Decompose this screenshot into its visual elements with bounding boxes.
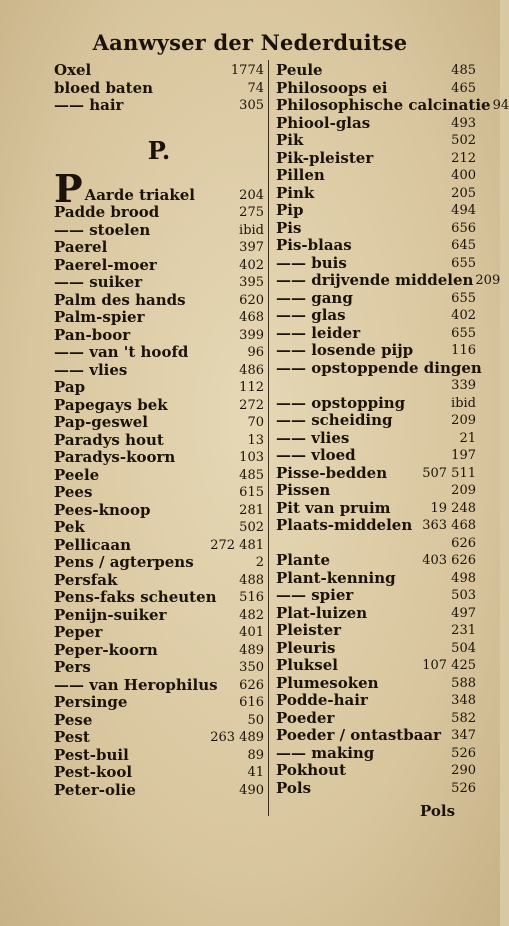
index-entry bbox=[276, 692, 476, 710]
entry-term: Philosophische calcinatie bbox=[276, 96, 491, 114]
entry-term: Plant-kenning bbox=[276, 568, 396, 587]
entry-term: Palm des hands bbox=[54, 290, 186, 309]
index-entry bbox=[276, 745, 476, 763]
index-entry bbox=[276, 290, 476, 308]
entry-page-number: 655 bbox=[451, 255, 476, 271]
entry-page-number: 272 481 bbox=[210, 537, 264, 553]
entry-page-number: 626 bbox=[451, 535, 476, 551]
entry-page-number: 502 bbox=[451, 133, 476, 148]
index-entry bbox=[54, 502, 264, 520]
index-entry bbox=[276, 780, 476, 798]
index-entry bbox=[54, 589, 264, 607]
entry-term: Pees-knoop bbox=[54, 500, 151, 519]
entry-page-number: 94 bbox=[492, 98, 509, 113]
entry-page-number: 13 bbox=[247, 432, 264, 448]
index-entry bbox=[276, 377, 476, 395]
entry-page-number: 399 bbox=[239, 327, 264, 343]
entry-page-number: 350 bbox=[239, 660, 264, 675]
entry-page-number: 486 bbox=[239, 362, 264, 378]
index-entry bbox=[276, 96, 509, 115]
index-entry bbox=[276, 150, 476, 168]
entry-page-number: 347 bbox=[451, 728, 476, 743]
index-entry bbox=[54, 362, 264, 380]
entry-term: Aarde triakel bbox=[84, 185, 195, 204]
entry-page-number: 401 bbox=[239, 625, 264, 640]
index-entry bbox=[54, 519, 264, 537]
index-entry bbox=[276, 517, 476, 535]
index-entry bbox=[276, 500, 476, 518]
entry-page-number: 582 bbox=[451, 710, 476, 726]
entry-page-number: 620 bbox=[239, 292, 264, 308]
entry-page-number: 231 bbox=[451, 623, 476, 638]
index-entry bbox=[54, 694, 264, 712]
index-entry bbox=[54, 166, 264, 211]
entry-term: Pap-geswel bbox=[54, 413, 148, 431]
index-entry bbox=[276, 430, 476, 448]
entry-page-number: 645 bbox=[451, 238, 476, 253]
index-entry bbox=[54, 239, 264, 257]
index-entry bbox=[276, 325, 476, 343]
entry-term: Penijn-suiker bbox=[54, 605, 167, 624]
entry-term: Paradys hout bbox=[54, 430, 164, 449]
entry-page-number: 507 511 bbox=[422, 465, 476, 481]
index-entry bbox=[276, 185, 476, 203]
index-entry bbox=[276, 167, 476, 185]
index-entry bbox=[54, 97, 264, 115]
entry-term: Peper-koorn bbox=[54, 640, 158, 659]
entry-term: Pleuris bbox=[276, 638, 336, 657]
entry-term: —— losende pijp bbox=[276, 341, 414, 359]
index-entry bbox=[276, 727, 476, 745]
entry-term: —— suiker bbox=[54, 273, 143, 291]
section-letter: P. bbox=[147, 135, 171, 165]
entry-term: Pens / agterpens bbox=[54, 553, 194, 571]
entry-term: Plumesoken bbox=[276, 673, 379, 692]
index-entry bbox=[54, 379, 264, 397]
entry-term: —— spier bbox=[276, 586, 354, 604]
entry-term: Paerel-moer bbox=[54, 255, 157, 274]
index-entry bbox=[54, 80, 264, 98]
entry-term: —— making bbox=[276, 743, 375, 762]
entry-page-number: 497 bbox=[451, 605, 476, 621]
entry-page-number: 209 bbox=[475, 273, 501, 288]
entry-page-number: 395 bbox=[239, 275, 264, 290]
entry-term: Peule bbox=[276, 61, 323, 79]
entry-page-number: 209 bbox=[451, 413, 476, 428]
index-entry bbox=[54, 467, 264, 485]
entry-term: —— opstoppende dingen bbox=[276, 358, 482, 377]
entry-term: Oxel bbox=[54, 61, 92, 79]
entry-term: —— drijvende middelen bbox=[276, 271, 474, 289]
entry-page-number: 526 bbox=[451, 745, 476, 761]
index-entry bbox=[54, 537, 264, 555]
index-entry bbox=[54, 344, 264, 362]
entry-page-number: 588 bbox=[451, 675, 476, 691]
entry-page-number: 263 489 bbox=[210, 730, 264, 745]
index-entry bbox=[54, 449, 264, 467]
entry-term: Pleister bbox=[276, 621, 342, 639]
index-entry bbox=[54, 62, 264, 80]
index-entry bbox=[276, 587, 476, 605]
entry-page-number: 89 bbox=[247, 747, 264, 763]
index-entry bbox=[276, 255, 476, 273]
left-column bbox=[54, 62, 264, 799]
index-entry bbox=[54, 397, 264, 415]
entry-term: Pees bbox=[54, 483, 93, 501]
entry-page-number: 502 bbox=[239, 520, 264, 535]
entry-page-number: 197 bbox=[451, 448, 476, 463]
entry-term: Pan-boor bbox=[54, 325, 131, 344]
entry-term: Pols bbox=[276, 778, 312, 797]
entry-term: Pis-blaas bbox=[276, 236, 352, 254]
index-entry bbox=[276, 570, 476, 588]
index-entry bbox=[276, 342, 476, 360]
entry-page-number: 50 bbox=[247, 712, 264, 728]
index-entry bbox=[276, 412, 476, 430]
index-entry bbox=[54, 292, 264, 310]
index-entry bbox=[276, 605, 476, 623]
entry-page-number: 205 bbox=[451, 185, 476, 201]
entry-term: —— hair bbox=[54, 96, 124, 114]
entry-page-number: 212 bbox=[451, 150, 476, 166]
index-entry bbox=[276, 271, 501, 290]
entry-term: Pip bbox=[276, 201, 304, 219]
index-entry bbox=[276, 710, 476, 728]
entry-term: Persfak bbox=[54, 570, 118, 589]
entry-page-number: 516 bbox=[239, 590, 264, 605]
index-entry bbox=[54, 642, 264, 660]
entry-term: Pellicaan bbox=[54, 535, 131, 554]
entry-term: Paerel bbox=[54, 238, 108, 256]
entry-term: Padde brood bbox=[54, 203, 160, 221]
entry-term: —— opstopping bbox=[276, 393, 406, 412]
index-entry bbox=[276, 62, 476, 80]
entry-page-number: 305 bbox=[239, 98, 264, 113]
index-entry bbox=[276, 657, 476, 675]
entry-page-number: 116 bbox=[451, 343, 476, 358]
index-entry bbox=[54, 764, 264, 782]
entry-term: Pis bbox=[276, 218, 302, 237]
entry-term: Pap bbox=[54, 378, 86, 396]
page-title: Aanwyser der Nederduitse bbox=[92, 30, 408, 55]
entry-page-number: ibid bbox=[451, 395, 476, 411]
index-entry bbox=[276, 395, 476, 413]
entry-term: —— vlies bbox=[276, 428, 350, 447]
index-entry bbox=[54, 729, 264, 747]
entry-term: Paradys-koorn bbox=[54, 448, 176, 466]
entry-term: Peper bbox=[54, 623, 103, 641]
index-entry bbox=[276, 535, 476, 553]
entry-page-number: 348 bbox=[451, 693, 476, 708]
entry-term: —— stoelen bbox=[54, 220, 151, 239]
index-entry bbox=[54, 572, 264, 590]
entry-page-number: 275 bbox=[239, 205, 264, 220]
entry-term: Pest bbox=[54, 728, 90, 746]
entry-page-number: 503 bbox=[451, 588, 476, 603]
entry-page-number: 626 bbox=[239, 677, 264, 693]
entry-term: Poeder bbox=[276, 708, 335, 727]
entry-page-number: 489 bbox=[239, 642, 264, 658]
index-entry bbox=[276, 358, 482, 378]
entry-term: Pink bbox=[276, 183, 315, 202]
entry-page-number: 493 bbox=[451, 115, 476, 131]
index-entry bbox=[276, 237, 476, 255]
entry-term: Palm-spier bbox=[54, 308, 145, 326]
index-entry bbox=[276, 622, 476, 640]
entry-term: Peter-olie bbox=[54, 780, 136, 799]
index-entry bbox=[276, 202, 476, 220]
entry-page-number: 103 bbox=[239, 450, 264, 465]
index-entry bbox=[54, 484, 264, 502]
entry-page-number: 209 bbox=[451, 483, 476, 498]
entry-page-number: 616 bbox=[239, 695, 264, 710]
index-entry bbox=[54, 712, 264, 730]
entry-term: Pit van pruim bbox=[276, 498, 391, 517]
column-divider bbox=[268, 60, 269, 816]
entry-term: Plat-luizen bbox=[276, 603, 368, 622]
entry-page-number: 21 bbox=[459, 430, 476, 446]
index-entry bbox=[54, 677, 264, 695]
entry-term: Pillen bbox=[276, 166, 325, 184]
index-entry bbox=[54, 274, 264, 292]
entry-term: —— van Herophilus bbox=[54, 675, 218, 694]
entry-term: Pik bbox=[276, 131, 304, 149]
entry-page-number: 403 626 bbox=[422, 553, 476, 568]
entry-page-number: 19 248 bbox=[430, 500, 476, 516]
entry-term: —— van 't hoofd bbox=[54, 343, 189, 361]
index-entry bbox=[276, 307, 476, 325]
index-entry bbox=[276, 482, 476, 500]
entry-page-number: 494 bbox=[451, 203, 476, 218]
entry-term: —— glas bbox=[276, 306, 346, 324]
entry-term: bloed baten bbox=[54, 78, 154, 97]
entry-page-number: 96 bbox=[247, 345, 264, 360]
index-entry bbox=[54, 782, 264, 800]
index-entry bbox=[276, 80, 476, 98]
entry-term: Podde-hair bbox=[276, 691, 368, 709]
entry-page-number: 490 bbox=[239, 782, 264, 798]
entry-page-number: 281 bbox=[239, 502, 264, 518]
index-entry bbox=[54, 204, 264, 222]
index-entry bbox=[276, 115, 476, 133]
entry-term: Phiool-glas bbox=[276, 113, 371, 132]
entry-term: —— gang bbox=[276, 288, 353, 307]
entry-page-number: 498 bbox=[451, 570, 476, 586]
drop-cap: P bbox=[54, 166, 83, 211]
entry-page-number: 41 bbox=[247, 765, 264, 780]
entry-page-number: 339 bbox=[451, 378, 476, 393]
entry-term: Poeder / ontastbaar bbox=[276, 726, 442, 744]
entry-page-number: 2 bbox=[255, 555, 264, 570]
entry-term: Pest-kool bbox=[54, 763, 133, 781]
entry-page-number: 465 bbox=[451, 80, 476, 96]
entry-page-number: 402 bbox=[451, 308, 476, 323]
entry-term: Pest-buil bbox=[54, 745, 129, 764]
entry-page-number: 204 bbox=[239, 187, 264, 203]
index-entry bbox=[276, 640, 476, 658]
entry-page-number: 363 468 bbox=[422, 518, 476, 533]
entry-term: Pluksel bbox=[276, 656, 338, 674]
index-entry bbox=[54, 432, 264, 450]
entry-page-number: 656 bbox=[451, 220, 476, 236]
index-entry bbox=[54, 327, 264, 345]
entry-term: Pese bbox=[54, 710, 93, 729]
entry-page-number: 290 bbox=[451, 763, 476, 778]
right-column bbox=[276, 61, 509, 797]
index-entry bbox=[54, 414, 264, 432]
entry-page-number: 655 bbox=[451, 325, 476, 341]
entry-term: Persinge bbox=[54, 693, 128, 711]
entry-page-number: 526 bbox=[451, 780, 476, 796]
entry-term: Pissen bbox=[276, 481, 331, 499]
entry-page-number: 485 bbox=[451, 63, 476, 78]
entry-term: —— vlies bbox=[54, 360, 128, 379]
entry-page-number: 402 bbox=[239, 257, 264, 273]
entry-page-number: 482 bbox=[239, 607, 264, 623]
entry-page-number: ibid bbox=[239, 222, 264, 238]
entry-page-number: 504 bbox=[451, 640, 476, 656]
entry-page-number: 488 bbox=[239, 572, 264, 588]
entry-page-number: 112 bbox=[239, 380, 264, 395]
index-entry bbox=[54, 607, 264, 625]
index-entry bbox=[276, 220, 476, 238]
index-entry bbox=[54, 554, 264, 572]
index-entry bbox=[54, 222, 264, 240]
left-entries bbox=[54, 166, 264, 800]
index-entry bbox=[276, 552, 476, 570]
entry-page-number: 107 425 bbox=[422, 658, 476, 673]
catchword: Pols bbox=[420, 802, 456, 820]
index-entry bbox=[54, 257, 264, 275]
entry-term: Pisse-bedden bbox=[276, 463, 388, 482]
entry-term: —— buis bbox=[276, 253, 347, 272]
entry-page-number: 74 bbox=[247, 80, 264, 96]
entry-page-number: 485 bbox=[239, 467, 264, 483]
index-entry bbox=[276, 447, 476, 465]
entry-page-number: 70 bbox=[247, 415, 264, 430]
entry-term: Pokhout bbox=[276, 761, 347, 779]
entry-term: Pens-faks scheuten bbox=[54, 588, 217, 606]
entry-term: Papegays bek bbox=[54, 395, 168, 414]
index-entry bbox=[276, 762, 476, 780]
entry-page-number: 400 bbox=[451, 168, 476, 183]
entry-page-number: 615 bbox=[239, 485, 264, 500]
entry-term: Plaats-middelen bbox=[276, 516, 413, 534]
entry-page-number: 397 bbox=[239, 240, 264, 255]
entry-term: Plante bbox=[276, 551, 331, 569]
index-entry bbox=[276, 132, 476, 150]
entry-term: Pek bbox=[54, 518, 85, 536]
index-entry bbox=[54, 309, 264, 327]
right-entries bbox=[276, 61, 509, 797]
entry-page-number: 272 bbox=[239, 397, 264, 413]
entry-page-number: 655 bbox=[451, 290, 476, 306]
left-top-entries bbox=[54, 62, 264, 115]
entry-page-number: 1774 bbox=[230, 63, 264, 78]
index-entry bbox=[54, 624, 264, 642]
entry-term: —— vloed bbox=[276, 446, 356, 464]
entry-term: Pers bbox=[54, 658, 91, 676]
entry-term: Pik-pleister bbox=[276, 148, 374, 167]
entry-term: —— leider bbox=[276, 323, 361, 342]
entry-term: Philosoops ei bbox=[276, 78, 388, 97]
entry-term: Peele bbox=[54, 465, 100, 484]
entry-page-number: 468 bbox=[239, 310, 264, 325]
index-entry bbox=[276, 465, 476, 483]
index-entry bbox=[54, 747, 264, 765]
index-entry bbox=[54, 659, 264, 677]
entry-term: —— scheiding bbox=[276, 411, 393, 429]
index-entry bbox=[276, 675, 476, 693]
